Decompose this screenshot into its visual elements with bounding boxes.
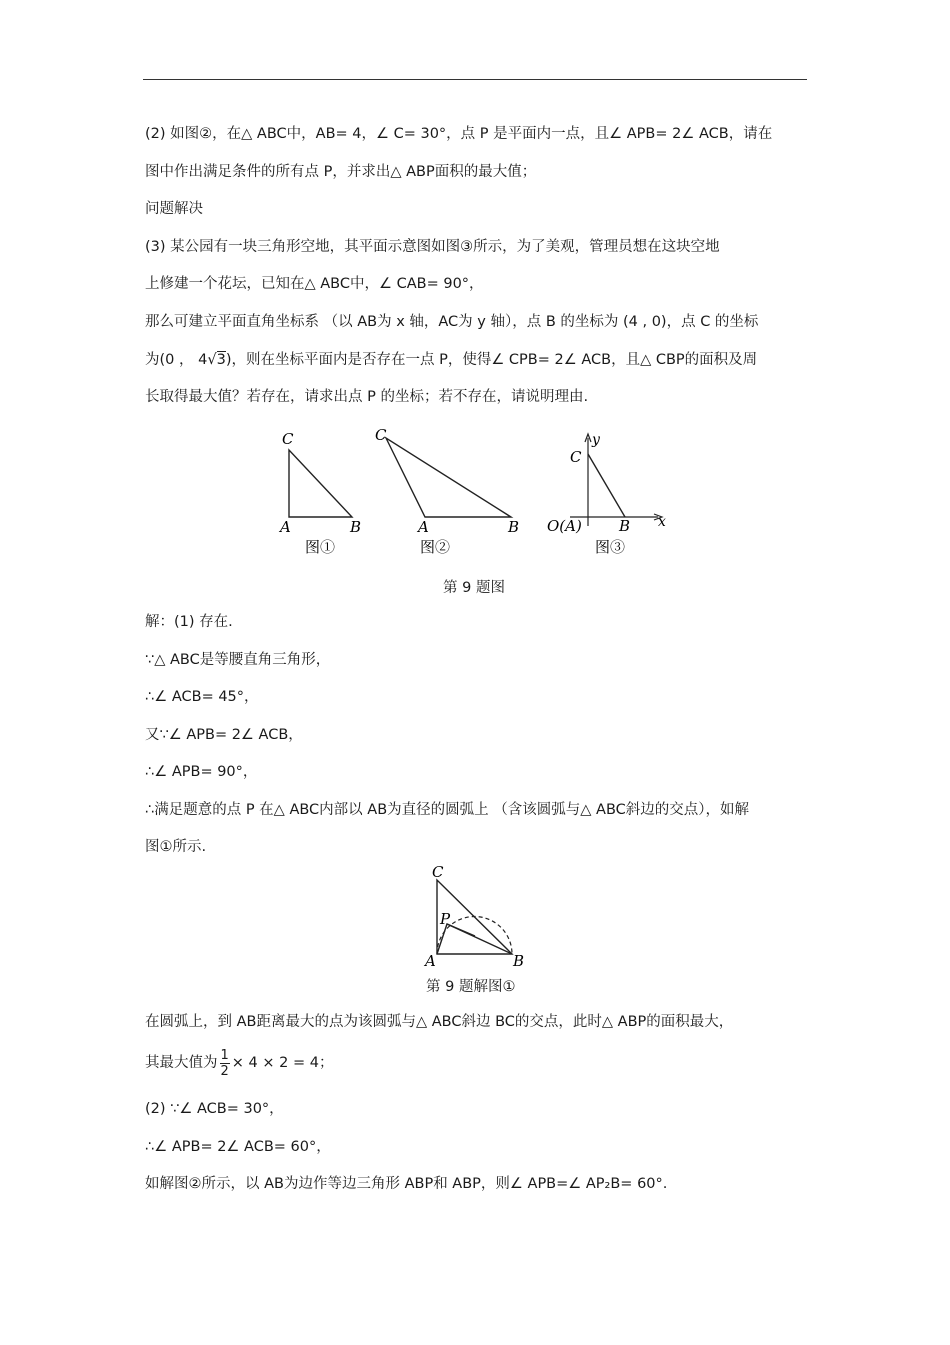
fraction-numerator: 1 — [220, 1047, 229, 1063]
solution-line-1: 解：(1) 存在. — [145, 614, 233, 630]
solution-line-10: (2) ∵∠ ACB= 30°， — [145, 1101, 284, 1117]
max-value-prefix: 其最大值为 — [145, 1055, 218, 1071]
problem-2-line-1: (2) 如图②，在△ ABC中，AB= 4，∠ C= 30°，点 P 是平面内一点，且∠ APB= 2∠ ACB，请在 — [145, 126, 773, 142]
solution-line-5: ∴∠ APB= 90°， — [145, 764, 258, 780]
figures-caption: 第 9 题图 — [443, 580, 505, 596]
solution-figure-caption: 第 9 题解图① — [426, 979, 516, 995]
fig1-label-b: B — [350, 518, 362, 536]
problem-3-line-1: (3) 某公园有一块三角形空地，其平面示意图如图③所示，为了美观，管理员想在这块空地 — [145, 239, 720, 255]
sol-label-c: C — [432, 863, 444, 881]
solution-line-9 — [145, 1046, 333, 1080]
fig2-caption: 图② — [420, 538, 451, 556]
solution-line-11: ∴∠ APB= 2∠ ACB= 60°， — [145, 1139, 331, 1155]
radicand: 3 — [216, 352, 226, 368]
solution-line-3: ∴∠ ACB= 45°， — [145, 689, 259, 705]
coord-suffix: )，则在坐标平面内是否存在一点 P，使得∠ CPB= 2∠ ACB，且△ CBP的面积及周 — [225, 352, 758, 368]
solution-line-2: ∵△ ABC是等腰直角三角形， — [145, 652, 331, 668]
problem-3-line-5: 长取得最大值？若存在，请求出点 P 的坐标；若不存在，请说明理由. — [145, 389, 589, 405]
solution-line-4: 又∵∠ APB= 2∠ ACB， — [145, 727, 303, 743]
problem-2-line-2: 图中作出满足条件的所有点 P，并求出△ ABP面积的最大值； — [145, 164, 537, 180]
sol-label-p: P — [440, 910, 451, 928]
fig3-caption: 图③ — [595, 538, 626, 556]
fraction-one-half — [220, 1048, 230, 1079]
solution-line-12: 如解图②所示，以 AB为边作等边三角形 ABP和 ABP，则∠ APB=∠ AP₂B= 60°. — [145, 1176, 668, 1192]
coord-prefix: 为(0 ， 4 — [145, 352, 208, 368]
fig1-caption: 图① — [305, 538, 336, 556]
figure-2 — [386, 438, 511, 517]
sol-label-b: B — [513, 952, 525, 970]
fig3-label-x: x — [658, 514, 666, 530]
fig2-label-c: C — [375, 426, 387, 444]
fig3-label-b: B — [619, 517, 631, 535]
solution-figure — [420, 862, 535, 972]
fig2-label-a: A — [418, 518, 429, 536]
header-rule — [143, 79, 807, 80]
max-value-expression: × 4 × 2 = 4； — [231, 1055, 334, 1071]
fig1-label-a: A — [280, 518, 291, 536]
fig3-label-y: y — [592, 432, 600, 448]
solution-line-8: 在圆弧上，到 AB距离最大的点为该圆弧与△ ABC斜边 BC的交点，此时△ ABP的面积最大， — [145, 1014, 734, 1030]
solution-line-7: 图①所示. — [145, 839, 207, 855]
problem-3-line-3: 那么可建立平面直角坐标系 （以 AB为 x 轴，AC为 y 轴），点 B 的坐标为 (4 , 0)，点 C 的坐标 — [145, 314, 759, 330]
fig3-label-o: O(A) — [547, 517, 582, 535]
fig1-label-c: C — [282, 430, 294, 448]
sqrt-sign: √ — [207, 352, 217, 368]
figure-1 — [289, 450, 352, 517]
fraction-denominator: 2 — [220, 1063, 229, 1079]
figure-3-axes — [570, 434, 662, 526]
fig3-label-c: C — [570, 448, 582, 466]
problem-3-line-4 — [145, 350, 757, 370]
fig2-label-b: B — [508, 518, 520, 536]
figure-3 — [588, 454, 625, 517]
sol-label-a: A — [425, 952, 436, 970]
section-heading: 问题解决 — [145, 201, 203, 217]
solution-line-6: ∴满足题意的点 P 在△ ABC内部以 AB为直径的圆弧上 （含该圆弧与△ ABC斜边的交点），如解 — [145, 802, 750, 818]
problem-3-line-2: 上修建一个花坛，已知在△ ABC中，∠ CAB= 90°， — [145, 276, 484, 292]
problem-figures — [270, 422, 690, 562]
